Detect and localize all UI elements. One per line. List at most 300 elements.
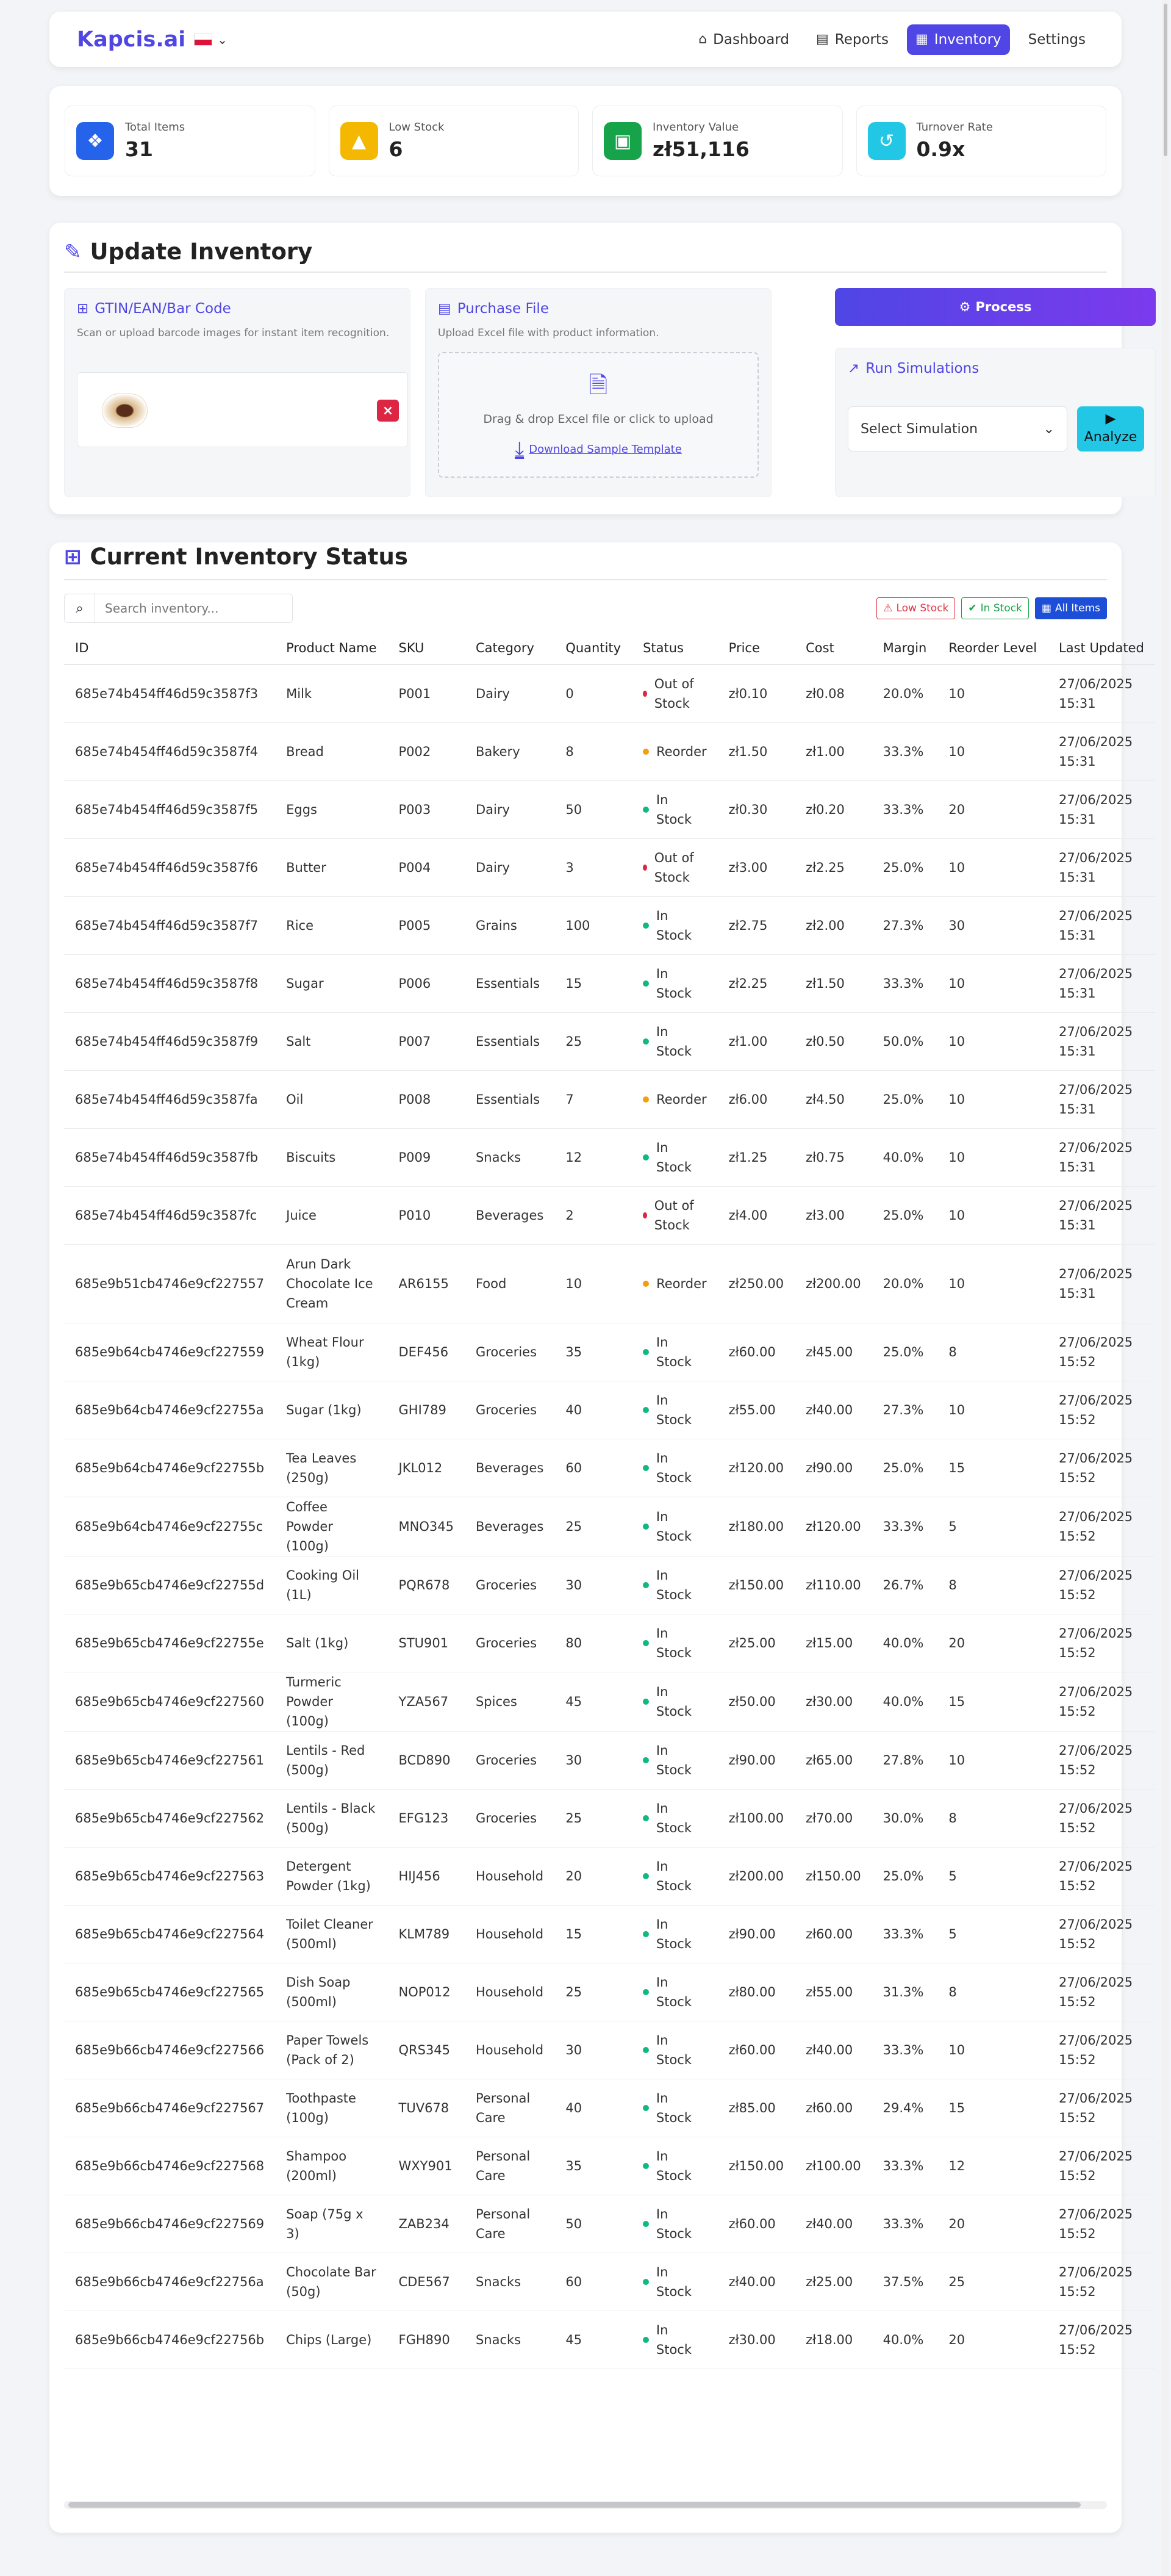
- cell-reorder-level: 15: [937, 1672, 1048, 1731]
- column-header[interactable]: Last Updated: [1048, 631, 1155, 664]
- cell-reorder-level: 8: [937, 1963, 1048, 2021]
- cell-quantity: 50: [554, 780, 632, 838]
- cell-quantity: 80: [554, 1614, 632, 1672]
- cell-sku: P002: [388, 722, 465, 780]
- cell-sku: CDE567: [388, 2253, 465, 2311]
- table-row[interactable]: [64, 1439, 1155, 1497]
- barcode-image-thumbnail: [102, 394, 148, 428]
- chart-icon: ▤: [815, 32, 829, 47]
- status-badge: [643, 674, 707, 713]
- status-cell: [632, 954, 718, 1012]
- cell-quantity: 0: [554, 664, 632, 722]
- table-row[interactable]: [64, 1244, 1155, 1323]
- cell-reorder-level: 5: [937, 1905, 1048, 1963]
- cell-price: zł1.25: [718, 1128, 795, 1186]
- status-cell: [632, 1186, 718, 1244]
- cell-category: Groceries: [465, 1556, 554, 1614]
- status-cell: [632, 1905, 718, 1963]
- cell-category: Bakery: [465, 722, 554, 780]
- cell-margin: 33.3%: [872, 2195, 938, 2253]
- status-cell: [632, 838, 718, 896]
- table-row[interactable]: [64, 1556, 1155, 1614]
- main-nav: [690, 24, 1122, 55]
- cell-reorder-level: 10: [937, 1731, 1048, 1789]
- cell-reorder-level: 30: [937, 896, 1048, 954]
- cell-reorder-level: 8: [937, 1556, 1048, 1614]
- cell-sku: P008: [388, 1070, 465, 1128]
- cell-product-name: Tea Leaves (250g): [275, 1439, 387, 1497]
- status-text: In Stock: [656, 2322, 692, 2357]
- cell-id: 685e74b454ff46d59c3587fa: [64, 1070, 275, 1128]
- status-cell: [632, 1381, 718, 1439]
- cell-sku: P009: [388, 1128, 465, 1186]
- cell-sku: EFG123: [388, 1789, 465, 1847]
- status-dot-icon: [643, 1931, 649, 1937]
- update-inventory-title: ✎ Update Inventory: [64, 239, 313, 265]
- cell-cost: zł200.00: [795, 1244, 872, 1323]
- cell-cost: zł40.00: [795, 1381, 872, 1439]
- table-row[interactable]: [64, 1186, 1155, 1244]
- cell-margin: 33.3%: [872, 1905, 938, 1963]
- inventory-icon: ▦: [915, 32, 928, 47]
- cell-last-updated: 27/06/2025 15:52: [1048, 2079, 1155, 2137]
- status-badge: [643, 2031, 707, 2070]
- cell-price: zł25.00: [718, 1614, 795, 1672]
- status-badge: [643, 1196, 707, 1235]
- inventory-status-section: [49, 542, 1144, 2533]
- cell-cost: zł15.00: [795, 1614, 872, 1672]
- remove-image-button[interactable]: ×: [377, 400, 399, 422]
- table-row[interactable]: [64, 1789, 1155, 1847]
- cell-price: zł50.00: [718, 1672, 795, 1731]
- status-dot-icon: [643, 1873, 649, 1879]
- cell-product-name: Toilet Cleaner (500ml): [275, 1905, 387, 1963]
- cell-quantity: 25: [554, 1497, 632, 1556]
- cell-product-name: Lentils - Red (500g): [275, 1731, 387, 1789]
- cell-product-name: Detergent Powder (1kg): [275, 1847, 387, 1905]
- column-header[interactable]: Quantity: [554, 631, 632, 664]
- cell-product-name: Biscuits: [275, 1128, 387, 1186]
- simulation-select[interactable]: Select Simulation ⌄: [848, 406, 1067, 452]
- status-badge: [643, 1138, 707, 1177]
- cell-last-updated: 27/06/2025 15:52: [1048, 1323, 1155, 1381]
- cell-last-updated: 27/06/2025 15:52: [1048, 1847, 1155, 1905]
- cell-price: zł120.00: [718, 1439, 795, 1497]
- cell-sku: P005: [388, 896, 465, 954]
- status-dot-icon: [643, 1815, 649, 1821]
- filter-all-items-button[interactable]: ▦ All Items: [1035, 597, 1107, 619]
- cell-product-name: Chocolate Bar (50g): [275, 2253, 387, 2311]
- cell-margin: 26.7%: [872, 1556, 938, 1614]
- status-cell: [632, 2079, 718, 2137]
- cell-cost: zł110.00: [795, 1556, 872, 1614]
- table-row[interactable]: [64, 1672, 1155, 1731]
- status-text: In Stock: [656, 1743, 692, 1777]
- status-badge: [643, 1022, 707, 1061]
- table-row[interactable]: [64, 1614, 1155, 1672]
- cell-id: 685e74b454ff46d59c3587f7: [64, 896, 275, 954]
- status-text: Out of Stock: [654, 1198, 694, 1232]
- cell-product-name: Bread: [275, 722, 387, 780]
- cell-quantity: 7: [554, 1070, 632, 1128]
- cell-last-updated: 27/06/2025 15:52: [1048, 2311, 1155, 2369]
- status-text: In Stock: [656, 1509, 692, 1544]
- status-text: In Stock: [656, 2090, 692, 2125]
- table-row[interactable]: [64, 838, 1155, 896]
- column-header[interactable]: Product Name: [275, 631, 387, 664]
- cell-margin: 27.3%: [872, 896, 938, 954]
- inventory-status-title: ⊞ Current Inventory Status: [64, 544, 408, 570]
- cell-quantity: 35: [554, 2137, 632, 2195]
- cell-margin: 25.0%: [872, 1439, 938, 1497]
- status-dot-icon: [643, 2337, 649, 2343]
- warning-icon: ⚠: [883, 602, 893, 614]
- cell-category: Groceries: [465, 1614, 554, 1672]
- cell-sku: P003: [388, 780, 465, 838]
- cell-cost: zł40.00: [795, 2195, 872, 2253]
- cell-price: zł150.00: [718, 1556, 795, 1614]
- status-dot-icon: [643, 1524, 649, 1530]
- cell-last-updated: 27/06/2025 15:31: [1048, 1186, 1155, 1244]
- cell-cost: zł0.50: [795, 1012, 872, 1070]
- cell-cost: zł55.00: [795, 1963, 872, 2021]
- status-dot-icon: [643, 807, 649, 813]
- gears-icon: ⚙: [959, 300, 971, 314]
- status-dot-icon: [643, 865, 647, 871]
- cell-quantity: 15: [554, 954, 632, 1012]
- cell-product-name: Oil: [275, 1070, 387, 1128]
- cell-id: 685e9b64cb4746e9cf227559: [64, 1323, 275, 1381]
- status-dot-icon: [643, 1699, 649, 1705]
- status-dot-icon: [643, 1582, 649, 1588]
- cell-price: zł0.30: [718, 780, 795, 838]
- status-dot-icon: [643, 1349, 649, 1355]
- cell-category: Beverages: [465, 1439, 554, 1497]
- status-text: In Stock: [656, 1974, 692, 2009]
- status-badge: [643, 2204, 707, 2243]
- table-row[interactable]: [64, 2137, 1155, 2195]
- column-header[interactable]: Margin: [872, 631, 938, 664]
- cell-quantity: 40: [554, 2079, 632, 2137]
- cell-sku: WXY901: [388, 2137, 465, 2195]
- warning-icon: ▲: [340, 122, 378, 160]
- search-input[interactable]: [95, 594, 292, 622]
- status-dot-icon: [643, 1154, 649, 1160]
- table-row[interactable]: [64, 1905, 1155, 1963]
- status-text: In Stock: [656, 1392, 692, 1427]
- status-badge: [643, 1915, 707, 1954]
- table-row[interactable]: [64, 2311, 1155, 2369]
- cell-category: Essentials: [465, 1012, 554, 1070]
- purchase-file-panel: [425, 288, 772, 497]
- table-row[interactable]: [64, 1070, 1155, 1128]
- nav-dashboard[interactable]: ⌂ Dashboard: [698, 31, 789, 48]
- process-button[interactable]: ⚙ Process: [835, 288, 1156, 326]
- column-header[interactable]: SKU: [388, 631, 465, 664]
- cell-reorder-level: 10: [937, 1070, 1048, 1128]
- table-row[interactable]: [64, 1323, 1155, 1381]
- cell-category: Essentials: [465, 954, 554, 1012]
- analyze-button[interactable]: ▶ Analyze: [1077, 406, 1144, 452]
- cell-price: zł200.00: [718, 1847, 795, 1905]
- status-dot-icon: [643, 2279, 649, 2285]
- table-row[interactable]: [64, 2021, 1155, 2079]
- cell-quantity: 60: [554, 2253, 632, 2311]
- excel-dropzone[interactable]: [438, 352, 759, 478]
- cell-category: Food: [465, 1244, 554, 1323]
- cell-category: Groceries: [465, 1381, 554, 1439]
- status-badge: [643, 1857, 707, 1896]
- cell-last-updated: 27/06/2025 15:31: [1048, 896, 1155, 954]
- cell-id: 685e9b65cb4746e9cf227565: [64, 1963, 275, 2021]
- cell-price: zł2.25: [718, 954, 795, 1012]
- table-row[interactable]: [64, 664, 1155, 722]
- cell-sku: NOP012: [388, 1963, 465, 2021]
- cell-id: 685e9b65cb4746e9cf227564: [64, 1905, 275, 1963]
- cell-product-name: Salt (1kg): [275, 1614, 387, 1672]
- cell-product-name: Rice: [275, 896, 387, 954]
- filter-low-stock-button[interactable]: ⚠ Low Stock: [876, 597, 955, 619]
- cell-quantity: 15: [554, 1905, 632, 1963]
- table-row[interactable]: [64, 1963, 1155, 2021]
- column-header[interactable]: ID: [64, 631, 275, 664]
- cell-id: 685e9b65cb4746e9cf227560: [64, 1672, 275, 1731]
- filter-in-stock-button[interactable]: ✔ In Stock: [961, 597, 1029, 619]
- cell-margin: 40.0%: [872, 2311, 938, 2369]
- cell-quantity: 25: [554, 1963, 632, 2021]
- cell-price: zł2.75: [718, 896, 795, 954]
- status-text: Reorder: [656, 744, 707, 759]
- cell-price: zł60.00: [718, 1323, 795, 1381]
- table-row[interactable]: [64, 1497, 1155, 1556]
- status-dot-icon: [643, 923, 649, 929]
- cell-product-name: Sugar: [275, 954, 387, 1012]
- status-text: In Stock: [656, 1858, 692, 1893]
- stat-low-stock: ▲ Low Stock 6: [329, 106, 579, 176]
- status-text: In Stock: [656, 2206, 692, 2241]
- cell-product-name: Coffee Powder (100g): [275, 1497, 387, 1556]
- cell-id: 685e9b66cb4746e9cf227569: [64, 2195, 275, 2253]
- cell-price: zł180.00: [718, 1497, 795, 1556]
- status-dot-icon: [643, 1640, 649, 1646]
- cell-margin: 40.0%: [872, 1672, 938, 1731]
- cell-last-updated: 27/06/2025 15:31: [1048, 1070, 1155, 1128]
- barcode-panel-desc: Scan or upload barcode images for instant item recognition.: [77, 327, 390, 339]
- cell-last-updated: 27/06/2025 15:31: [1048, 1244, 1155, 1323]
- cell-quantity: 45: [554, 2311, 632, 2369]
- cell-reorder-level: 8: [937, 1789, 1048, 1847]
- cell-sku: P004: [388, 838, 465, 896]
- column-header[interactable]: Category: [465, 631, 554, 664]
- poland-flag-icon[interactable]: [194, 34, 212, 46]
- column-header[interactable]: Price: [718, 631, 795, 664]
- check-circle-icon: ✔: [968, 602, 977, 614]
- status-text: In Stock: [656, 1140, 692, 1175]
- table-row[interactable]: [64, 2195, 1155, 2253]
- table-row[interactable]: [64, 1847, 1155, 1905]
- status-dot-icon: [643, 1757, 649, 1763]
- cell-last-updated: 27/06/2025 15:31: [1048, 954, 1155, 1012]
- cell-reorder-level: 10: [937, 1128, 1048, 1186]
- cell-cost: zł100.00: [795, 2137, 872, 2195]
- cell-margin: 30.0%: [872, 1789, 938, 1847]
- status-cell: [632, 1847, 718, 1905]
- cell-id: 685e74b454ff46d59c3587f6: [64, 838, 275, 896]
- cell-quantity: 60: [554, 1439, 632, 1497]
- cell-margin: 25.0%: [872, 838, 938, 896]
- inventory-icon: ▦: [1041, 602, 1051, 614]
- status-cell: [632, 1244, 718, 1323]
- status-text: In Stock: [656, 1024, 692, 1059]
- cell-quantity: 25: [554, 1012, 632, 1070]
- status-text: In Stock: [656, 966, 692, 1001]
- nav-reports[interactable]: ▤ Reports: [815, 31, 889, 48]
- status-cell: [632, 1672, 718, 1731]
- download-template-link[interactable]: ⤓ Download Sample Template: [515, 437, 682, 461]
- window-scrollbar[interactable]: [1162, 0, 1169, 2576]
- home-icon: ⌂: [698, 32, 707, 47]
- table-row[interactable]: [64, 2253, 1155, 2311]
- cell-last-updated: 27/06/2025 15:52: [1048, 2021, 1155, 2079]
- cell-cost: zł3.00: [795, 1186, 872, 1244]
- cell-sku: YZA567: [388, 1672, 465, 1731]
- table-row[interactable]: [64, 780, 1155, 838]
- cell-sku: HIJ456: [388, 1847, 465, 1905]
- cell-category: Essentials: [465, 1070, 554, 1128]
- table-row[interactable]: [64, 954, 1155, 1012]
- cell-reorder-level: 10: [937, 1381, 1048, 1439]
- status-cell: [632, 2137, 718, 2195]
- status-cell: [632, 1789, 718, 1847]
- table-row[interactable]: [64, 1381, 1155, 1439]
- cell-reorder-level: 10: [937, 1186, 1048, 1244]
- cell-product-name: Toothpaste (100g): [275, 2079, 387, 2137]
- status-badge: [643, 2146, 707, 2186]
- status-cell: [632, 1128, 718, 1186]
- cell-id: 685e74b454ff46d59c3587f4: [64, 722, 275, 780]
- cell-price: zł100.00: [718, 1789, 795, 1847]
- column-header[interactable]: Status: [632, 631, 718, 664]
- cell-sku: FGH890: [388, 2311, 465, 2369]
- status-text: Reorder: [656, 1092, 707, 1107]
- cell-cost: zł70.00: [795, 1789, 872, 1847]
- cell-product-name: Juice: [275, 1186, 387, 1244]
- cell-cost: zł60.00: [795, 2079, 872, 2137]
- cell-product-name: Turmeric Powder (100g): [275, 1672, 387, 1731]
- cell-product-name: Chips (Large): [275, 2311, 387, 2369]
- status-badge: [643, 848, 707, 887]
- table-icon: ⊞: [64, 544, 82, 569]
- cell-category: Household: [465, 2021, 554, 2079]
- status-text: In Stock: [656, 2148, 692, 2183]
- table-scrollbar-thumb[interactable]: [68, 2502, 1081, 2508]
- table-row[interactable]: [64, 1731, 1155, 1789]
- cell-margin: 50.0%: [872, 1012, 938, 1070]
- cell-id: 685e9b66cb4746e9cf227566: [64, 2021, 275, 2079]
- status-dot-icon: [643, 980, 649, 987]
- cell-category: Personal Care: [465, 2137, 554, 2195]
- cell-last-updated: 27/06/2025 15:52: [1048, 1556, 1155, 1614]
- language-chevron-down-icon[interactable]: ⌄: [217, 32, 228, 47]
- status-cell: [632, 1323, 718, 1381]
- cell-category: Groceries: [465, 1789, 554, 1847]
- status-badge: [643, 1566, 707, 1605]
- table-row[interactable]: [64, 1012, 1155, 1070]
- cell-product-name: Eggs: [275, 780, 387, 838]
- cell-quantity: 30: [554, 2021, 632, 2079]
- cell-price: zł40.00: [718, 2253, 795, 2311]
- cell-cost: zł1.00: [795, 722, 872, 780]
- table-row[interactable]: [64, 896, 1155, 954]
- nav-settings[interactable]: Settings: [1028, 31, 1086, 48]
- cell-id: 685e74b454ff46d59c3587f9: [64, 1012, 275, 1070]
- table-row[interactable]: [64, 1128, 1155, 1186]
- status-cell: [632, 1963, 718, 2021]
- cell-quantity: 100: [554, 896, 632, 954]
- cell-price: zł30.00: [718, 2311, 795, 2369]
- cell-cost: zł2.00: [795, 896, 872, 954]
- cell-margin: 29.4%: [872, 2079, 938, 2137]
- cell-sku: P001: [388, 664, 465, 722]
- table-row[interactable]: [64, 2079, 1155, 2137]
- cell-last-updated: 27/06/2025 15:31: [1048, 1128, 1155, 1186]
- cell-price: zł80.00: [718, 1963, 795, 2021]
- cell-category: Grains: [465, 896, 554, 954]
- status-badge: [643, 1682, 707, 1721]
- status-dot-icon: [643, 2163, 649, 2169]
- cell-category: Dairy: [465, 838, 554, 896]
- cell-reorder-level: 10: [937, 722, 1048, 780]
- status-badge: [643, 1448, 707, 1488]
- status-badge: [643, 1741, 707, 1780]
- cell-last-updated: 27/06/2025 15:52: [1048, 2195, 1155, 2253]
- window-scrollbar-thumb[interactable]: [1164, 4, 1167, 156]
- status-badge: [643, 1274, 707, 1293]
- cell-product-name: Lentils - Black (500g): [275, 1789, 387, 1847]
- cell-category: Household: [465, 1847, 554, 1905]
- cell-sku: JKL012: [388, 1439, 465, 1497]
- column-header[interactable]: Reorder Level: [937, 631, 1048, 664]
- cell-last-updated: 27/06/2025 15:52: [1048, 1439, 1155, 1497]
- barcode-upload-preview[interactable]: [77, 372, 408, 447]
- cell-sku: PQR678: [388, 1556, 465, 1614]
- status-text: In Stock: [656, 1450, 692, 1485]
- status-badge: [643, 1090, 707, 1109]
- table-row[interactable]: [64, 722, 1155, 780]
- status-cell: [632, 664, 718, 722]
- status-text: In Stock: [656, 1684, 692, 1719]
- cell-last-updated: 27/06/2025 15:31: [1048, 664, 1155, 722]
- cell-sku: DEF456: [388, 1323, 465, 1381]
- cell-price: zł1.00: [718, 1012, 795, 1070]
- brand-logo[interactable]: Kapcis.ai: [77, 27, 186, 52]
- status-text: In Stock: [656, 908, 692, 943]
- column-header[interactable]: Cost: [795, 631, 872, 664]
- cell-sku: P007: [388, 1012, 465, 1070]
- status-cell: [632, 780, 718, 838]
- cell-category: Snacks: [465, 2253, 554, 2311]
- cell-reorder-level: 15: [937, 1439, 1048, 1497]
- status-cell: [632, 1614, 718, 1672]
- cell-id: 685e9b64cb4746e9cf22755a: [64, 1381, 275, 1439]
- cell-last-updated: 27/06/2025 15:31: [1048, 722, 1155, 780]
- status-badge: [643, 1391, 707, 1430]
- cell-reorder-level: 8: [937, 1323, 1048, 1381]
- nav-inventory[interactable]: ▦ Inventory: [907, 24, 1010, 55]
- status-text: In Stock: [656, 1801, 692, 1835]
- search-icon[interactable]: ⌕: [65, 594, 95, 623]
- cell-sku: MNO345: [388, 1497, 465, 1556]
